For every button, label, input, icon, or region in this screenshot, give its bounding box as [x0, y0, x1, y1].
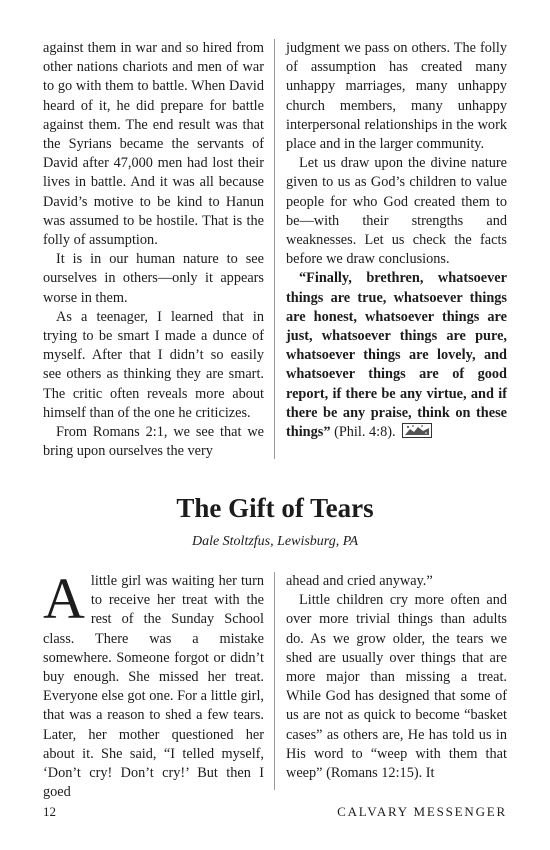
- page-footer: [43, 804, 507, 820]
- paragraph-text: little girl was waiting her turn to receive her treat with the rest of the Sunday School class. There was a mistake somewhere. Someone forgot or didn’t buy enough. She missed her treat. Everyone else got one. For a little girl, that was a reason to shed a few tears. Later, her mother questioned her about it. She said, “I telled myself, ‘Don’t cry! Don’t cry!’ But then I goed: [43, 573, 264, 801]
- upper-columns: [43, 39, 507, 459]
- magazine-name: CALVARY MESSENGER: [337, 804, 507, 819]
- scripture-quote: [286, 269, 507, 442]
- article-byline: Dale Stoltzfus, Lewisburg, PA: [191, 534, 359, 549]
- paragraph: against them in war and so hired from other nations chariots and men of war to go with them to battle. When David heard of it, he did prepare for battle against them. The end result was that the Syrians became the servants of David after 47,000 men had lost their lives in battle. And it was all because David’s motive to be kind to Hanun was assumed to be hostile. That is the folly of assumption.: [43, 40, 264, 249]
- page-number: 12: [43, 804, 56, 819]
- drop-cap: A: [43, 566, 85, 631]
- lower-columns: [43, 566, 507, 801]
- upper-left-column: [43, 39, 264, 459]
- paragraph: Little children cry more often and over more trivial things than adults do. As we grow older, the tears we shed are usually over things that are more major than missing a treat. While God has designed that some of us are not as quick to become “basket cases” as others are, He has told us in His word to “weep with them that weep” (Romans 12:15). It: [286, 592, 507, 782]
- quote-text: “Finally, brethren, whatsoever things are true, whatsoever things are honest, whatsoever things are just, whatsoever things are pure, whatsoever things are lovely, and whatsoever things are of good report, if there be any virtue, and if there be any praise, think on these things”: [286, 270, 507, 441]
- paragraph: ahead and cried anyway.”: [286, 573, 433, 589]
- lower-right-column: [286, 572, 507, 790]
- paragraph: judgment we pass on others. The folly of assumption has created many unhappy marriages, many unhappy church members, many unhappy interpersonal relationships in the work place and in the larger community.: [286, 40, 507, 153]
- upper-right-column: [286, 39, 507, 459]
- paragraph: [43, 566, 264, 802]
- paragraph: From Romans 2:1, we see that we bring upon ourselves the very: [43, 424, 264, 460]
- paragraph: Let us draw upon the divine nature given to us as God’s children to value people for who God created them to be—with their strengths and weaknesses. Let us check the facts before we draw conclusions.: [286, 155, 507, 268]
- column-divider: [264, 39, 286, 459]
- lower-left-column: [43, 566, 264, 801]
- quote-reference: (Phil. 4:8).: [330, 424, 396, 441]
- column-divider: [264, 572, 286, 790]
- end-of-article-ornament-icon: [402, 423, 432, 438]
- paragraph: It is in our human nature to see ourselves in others—only it appears worse in them.: [43, 251, 264, 306]
- paragraph: As a teenager, I learned that in trying to be smart I made a dunce of myself. After that I didn’t so easily see others as thinking they are smart. The critic often reveals more about himself than of the one he criticizes.: [43, 308, 264, 421]
- article-title: The Gift of Tears: [176, 493, 374, 523]
